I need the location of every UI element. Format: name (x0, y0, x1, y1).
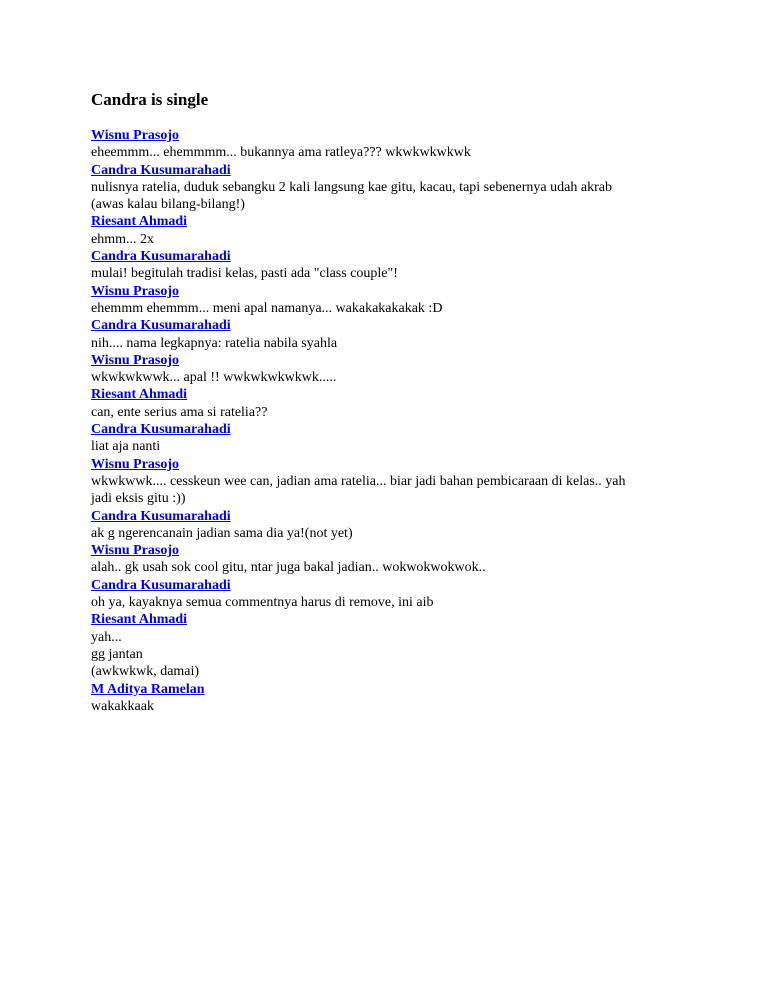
comment-item (91, 508, 691, 543)
comment-author-link[interactable]: Candra Kusumarahadi (91, 249, 231, 265)
comment-author-link[interactable]: Wisnu Prasojo (91, 283, 180, 299)
comment-text: ak g ngerencanain jadian sama dia ya!(not yet) (91, 525, 353, 541)
comment-item (91, 386, 691, 421)
comment-item (91, 162, 691, 214)
comment-item (91, 681, 691, 716)
comment-item (91, 421, 691, 456)
post-title: Candra is single (91, 90, 209, 109)
comment-text: jadi eksis gitu :)) (91, 491, 186, 507)
comment-text: nih.... nama legkapnya: ratelia nabila syahla (91, 335, 338, 351)
comment-text: oh ya, kayaknya semua commentnya harus di remove, ini aib (91, 595, 434, 611)
comment-text: eheemmm... ehemmmm... bukannya ama ratleya??? wkwkwkwkwk (91, 145, 471, 161)
comment-item (91, 317, 691, 352)
comment-text: liat aja nanti (91, 439, 161, 455)
comment-text: alah.. gk usah sok cool gitu, ntar juga bakal jadian.. wokwokwokwok.. (91, 560, 486, 576)
comment-text: ehemmm ehemmm... meni apal namanya... wakakakakakak :D (91, 300, 443, 316)
comment-list (91, 127, 691, 715)
comment-text: ehmm... 2x (91, 231, 154, 247)
comment-author-link[interactable]: Wisnu Prasojo (91, 128, 180, 143)
comment-author-link[interactable]: Candra Kusumarahadi (91, 508, 231, 524)
comment-item (91, 283, 691, 318)
comment-item (91, 611, 691, 680)
comment-item (91, 352, 691, 387)
comment-author-link[interactable]: Candra Kusumarahadi (91, 577, 231, 593)
comment-text: (awas kalau bilang-bilang!) (91, 197, 245, 213)
comment-author-link[interactable]: M Aditya Ramelan (91, 681, 205, 697)
comment-item (91, 542, 691, 577)
comment-text: mulai! begitulah tradisi kelas, pasti ada "class couple"! (91, 266, 398, 282)
comment-item (91, 127, 691, 162)
comment-text: gg jantan (91, 646, 143, 662)
comment-text: yah... (91, 629, 122, 645)
comment-author-link[interactable]: Wisnu Prasojo (91, 456, 180, 472)
comment-item (91, 248, 691, 283)
comment-text: can, ente serius ama si ratelia?? (91, 404, 268, 420)
comment-author-link[interactable]: Wisnu Prasojo (91, 543, 180, 559)
comment-text: nulisnya ratelia, duduk sebangku 2 kali langsung kae gitu, kacau, tapi sebenernya udah akrab (91, 179, 612, 195)
comment-text: wkwkwwk.... cesskeun wee can, jadian ama ratelia... biar jadi bahan pembicaraan di kelas.. yah (91, 473, 626, 489)
comment-author-link[interactable]: Wisnu Prasojo (91, 352, 180, 368)
comment-author-link[interactable]: Riesant Ahmadi (91, 214, 188, 230)
comment-author-link[interactable]: Candra Kusumarahadi (91, 162, 231, 178)
comment-author-link[interactable]: Riesant Ahmadi (91, 387, 188, 403)
comment-author-link[interactable]: Candra Kusumarahadi (91, 318, 231, 334)
comment-text: (awkwkwk, damai) (91, 664, 200, 680)
comment-author-link[interactable]: Riesant Ahmadi (91, 612, 188, 628)
comment-author-link[interactable]: Candra Kusumarahadi (91, 422, 231, 438)
comment-item (91, 577, 691, 612)
comment-item (91, 456, 691, 508)
document-page (91, 88, 691, 715)
comment-text: wakakkaak (91, 698, 154, 714)
comment-item (91, 213, 691, 248)
comment-text: wkwkwkwwk... apal !! wwkwkwkwkwk..... (91, 370, 337, 386)
